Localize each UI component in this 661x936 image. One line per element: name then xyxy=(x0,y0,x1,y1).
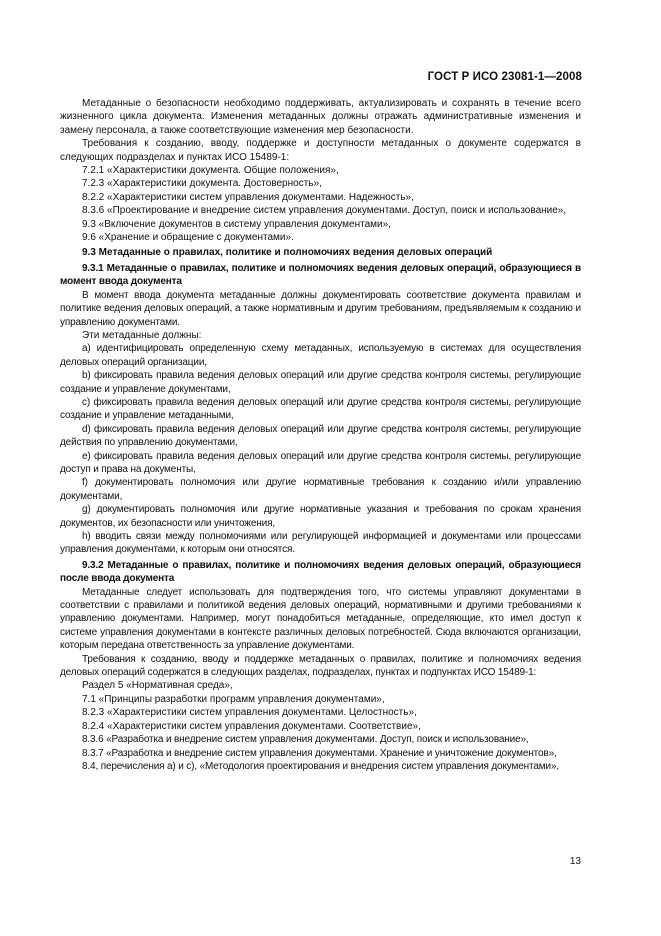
paragraph: Требования к созданию, вводу и поддержке метаданных о правилах, политике и полномочиях ведения деловых операций содержатся в следующих разделах, подразделах, пунктах и подпунктах ИСО 15489-1: xyxy=(60,653,581,679)
list-item: 9.3 «Включение документов в систему управления документами», xyxy=(82,218,391,230)
document-body xyxy=(60,97,581,773)
list-item: 8.3.6 «Разработка и внедрение систем управления документами. Доступ, поиск и использование», xyxy=(82,734,529,746)
list-item: c) фиксировать правила ведения деловых операций или другие средства контроля системы, регулирующие создание и управление метаданными, xyxy=(60,396,581,422)
list-item: Раздел 5 «Нормативная среда», xyxy=(82,680,233,692)
list-item: b) фиксировать правила ведения деловых операций или другие средства контроля системы, регулирующие создание и управление документами, xyxy=(60,370,581,395)
list-item: 8.2.3 «Характеристики систем управления документами. Целостность», xyxy=(82,707,417,719)
list-item: 7.1 «Принципы разработки программ управления документами», xyxy=(82,693,385,705)
list-item: 8.3.7 «Разработка и внедрение систем управления документами. Хранение и уничтожение документов», xyxy=(82,747,557,759)
paragraph: Метаданные о безопасности необходимо поддерживать, актуализировать и сохранять в течение всего жизненного цикла документа. Изменения метаданных должны отражать административные изменения и замену персонала, а также соответствующие изменения мер безопасности. xyxy=(60,98,581,136)
section-heading: 9.3 Метаданные о правилах, политике и полномочиях ведения деловых операций xyxy=(82,247,493,259)
list-item: g) документировать полномочия или другие нормативные указания и требования по срокам хранения документов, их безопасности или уничтожения, xyxy=(60,504,581,529)
list-item: f) документировать полномочия или другие нормативные требования к созданию и/или управлению документами, xyxy=(60,477,581,502)
page-number: 13 xyxy=(569,856,581,867)
paragraph: Метаданные следует использовать для подтверждения того, что системы управляют документами в соответствии с правилами и политикой ведения деловых операций, нормативными и другими требованиями к управлению документами. Например, могут понадобиться метаданные, определяющие, кто имел доступ к системе управления документами в контексте различных деловых потребностей. Сюда включаются организации, которым передана ответственность за управление документами. xyxy=(60,586,581,652)
list-item: d) фиксировать правила ведения деловых операций или другие средства контроля системы, регулирующие действия по управлению документами, xyxy=(60,423,581,449)
subsection-heading: 9.3.2 Метаданные о правилах, политике и полномочиях ведения деловых операций, образующиеся после ввода документа xyxy=(60,559,581,585)
list-item: 8.4, перечисления а) и с), «Методология проектирования и внедрения систем управления документами», xyxy=(82,760,559,772)
paragraph: Эти метаданные должны: xyxy=(82,329,202,341)
list-item: h) вводить связи между полномочиями или регулирующей информацией и документами или процессами управления документами, к которым они относятся. xyxy=(60,531,581,556)
list-item: 7.2.3 «Характеристики документа. Достоверность», xyxy=(82,178,322,190)
list-item: 8.2.4 «Характеристики систем управления документами. Соответствие», xyxy=(82,720,421,732)
document-header: ГОСТ Р ИСО 23081-1—2008 xyxy=(427,71,582,83)
list-item: 8.3.6 «Проектирование и внедрение систем управления документами. Доступ, поиск и использование», xyxy=(82,205,567,217)
subsection-heading: 9.3.1 Метаданные о правилах, политике и полномочиях ведения деловых операций, образующиеся в момент ввода документа xyxy=(60,262,581,288)
list-item: e) фиксировать правила ведения деловых операций или другие средства контроля системы, регулирующие доступ и права на документы, xyxy=(60,450,581,475)
list-item: 8.2.2 «Характеристики систем управления документами. Надежность», xyxy=(82,191,414,203)
paragraph: В момент ввода документа метаданные должны документировать соответствие документа правилам и политике ведения деловых операций, а также нормативным и другим требованиям, предъявляемым к созданию и управлению документами. xyxy=(60,289,581,328)
list-item: 7.2.1 «Характеристики документа. Общие положения», xyxy=(82,165,339,177)
paragraph: Требования к созданию, вводу, поддержке и доступности метаданных о документе содержатся в следующих подразделах и пунктах ИСО 15489-1: xyxy=(60,138,581,163)
list-item: a) идентифицировать определенную схему метаданных, используемую в системах для осуществления деловых операций организации, xyxy=(60,343,581,368)
list-item: 9.6 «Хранение и обращение с документами». xyxy=(82,232,294,244)
